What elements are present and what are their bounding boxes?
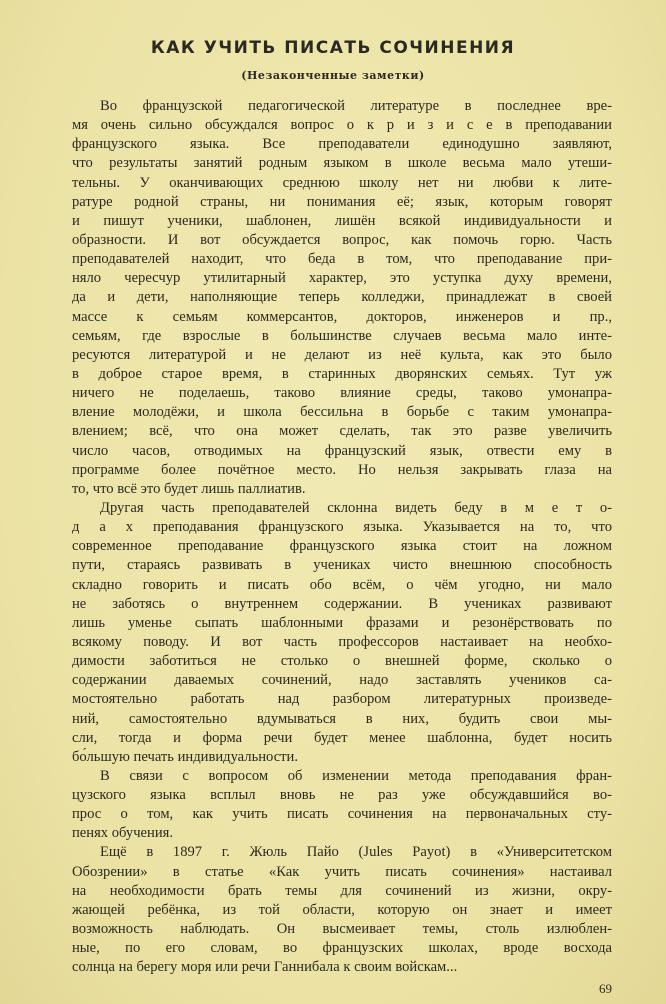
text-line: французского языка. Все преподаватели единодушно заявляют, <box>72 136 612 153</box>
text-line: ресуются литературой и не делают из неё культа, как это было <box>72 346 612 363</box>
text-line: лишь уменье сыпать шаблонными фразами и резонёрствовать по <box>72 614 612 631</box>
text-line: тельны. У оканчивающих среднюю школу нет ни любви к лите- <box>72 174 612 191</box>
text-line: д а х преподавания французского языка. Указывается на то, что <box>72 519 612 536</box>
text-line: и пишут ученики, шаблонен, лишён всякой индивидуальности и <box>72 212 612 229</box>
text-line: влением; всё, что она может сделать, так это разве увеличить <box>72 423 612 440</box>
text-line: бо́льшую печать индивидуальности. <box>72 748 299 765</box>
text-line: возможность наблюдать. Он высмеивает темы, столь излюблен- <box>72 921 612 938</box>
page-subtitle: (Незаконченные заметки) <box>241 69 425 82</box>
text-line: пути, стараясь развивать в учениках чисто внешнюю способность <box>72 557 612 574</box>
page-number: 69 <box>599 981 612 996</box>
text-line: ний, самостоятельно вдумываться в них, будить свои мы- <box>72 710 612 727</box>
text-line: содержании даваемых сочинений, надо заставлять учеников са- <box>72 672 612 689</box>
page-title: КАК УЧИТЬ ПИСАТЬ СОЧИНЕНИЯ <box>150 38 516 58</box>
text-line: число часов, отводимых на французский язык, отвести ему в <box>72 442 612 459</box>
text-line: преподавателей находит, что беда в том, что преподавание при- <box>72 251 612 268</box>
paragraph <box>72 97 612 499</box>
paragraph <box>72 843 612 977</box>
text-line: цузского языка всплыл вновь не раз уже обсуждавшийся во- <box>72 787 612 804</box>
text-line: ные, по его словам, во французских школах, вроде восхода <box>72 940 612 957</box>
text-line: образности. И вот обсуждается вопрос, как помочь горю. Часть <box>72 231 612 248</box>
text-line: вление молодёжи, и школа бессильна в борьбе с таким умонапра- <box>72 404 612 421</box>
paragraph <box>72 767 612 844</box>
body-text <box>72 97 612 977</box>
text-line: Во французской педагогической литературе в последнее вре- <box>100 98 612 114</box>
text-line: ратуре родной страны, ни понимания её; язык, которым говорят <box>72 193 612 210</box>
text-line: то, что всё это будет лишь паллиатив. <box>72 480 306 497</box>
text-line: всякому поводу. И вот часть профессоров настаивает на необхо- <box>72 633 612 650</box>
text-line: семьям, где взрослые в большинстве случаев весьма мало инте- <box>72 327 612 344</box>
text-line: няло чересчур утилитарный характер, это уступка духу времени, <box>72 270 612 287</box>
text-line: ничего не поделаешь, таково влияние среды, таково умонапра- <box>72 385 612 402</box>
text-line: пенях обучения. <box>72 825 174 842</box>
text-line: Другая часть преподавателей склонна видеть беду в м е т о- <box>100 499 612 516</box>
text-line: сли, тогда и форма речи будет менее шаблонна, будет носить <box>72 729 612 746</box>
text-line: на необходимости брать темы для сочинений из жизни, окру- <box>72 882 612 899</box>
text-line: в доброе старое время, в старинных дворянских семьях. Тут уж <box>72 365 612 382</box>
text-line: Обозрении» в статье «Как учить писать сочинения» настаивал <box>72 863 612 880</box>
text-line: что результаты занятий родным языком в школе весьма мало утеши- <box>72 155 612 172</box>
text-line: массе к семьям коммерсантов, докторов, инженеров и пр., <box>72 308 612 325</box>
text-line: да и дети, наполняющие теперь колледжи, принадлежат в своей <box>72 289 612 306</box>
text-line: димости заботиться не столько о внешней форме, сколько о <box>72 653 612 670</box>
text-line: Ещё в 1897 г. Жюль Пайо (Jules Payot) в «Университетском <box>100 844 612 861</box>
text-line: современное преподавание французского языка стоит на ложном <box>72 538 612 555</box>
text-line: программе более почётное место. Но нельзя закрывать глаза на <box>72 461 612 478</box>
text-line: прос о том, как учить писать сочинения на первоначальных сту- <box>72 806 612 823</box>
paragraph <box>72 499 612 767</box>
text-line: мостоятельно работать над разбором литературных произведе- <box>72 691 612 708</box>
text-line: солнца на берегу моря или речи Ганнибала к своим войскам... <box>72 959 458 976</box>
text-line: не заботясь о внутреннем содержании. В учениках развивают <box>72 595 612 612</box>
text-line: мя очень сильно обсуждался вопрос о к р и з и с е в преподавании <box>72 117 612 134</box>
text-line: В связи с вопросом об изменении метода преподавания фран- <box>100 767 612 784</box>
text-line: жающей ребёнка, из той области, которую он знает и имеет <box>72 901 612 918</box>
text-line: складно говорить и писать обо всём, о чём угодно, ни мало <box>72 576 612 593</box>
